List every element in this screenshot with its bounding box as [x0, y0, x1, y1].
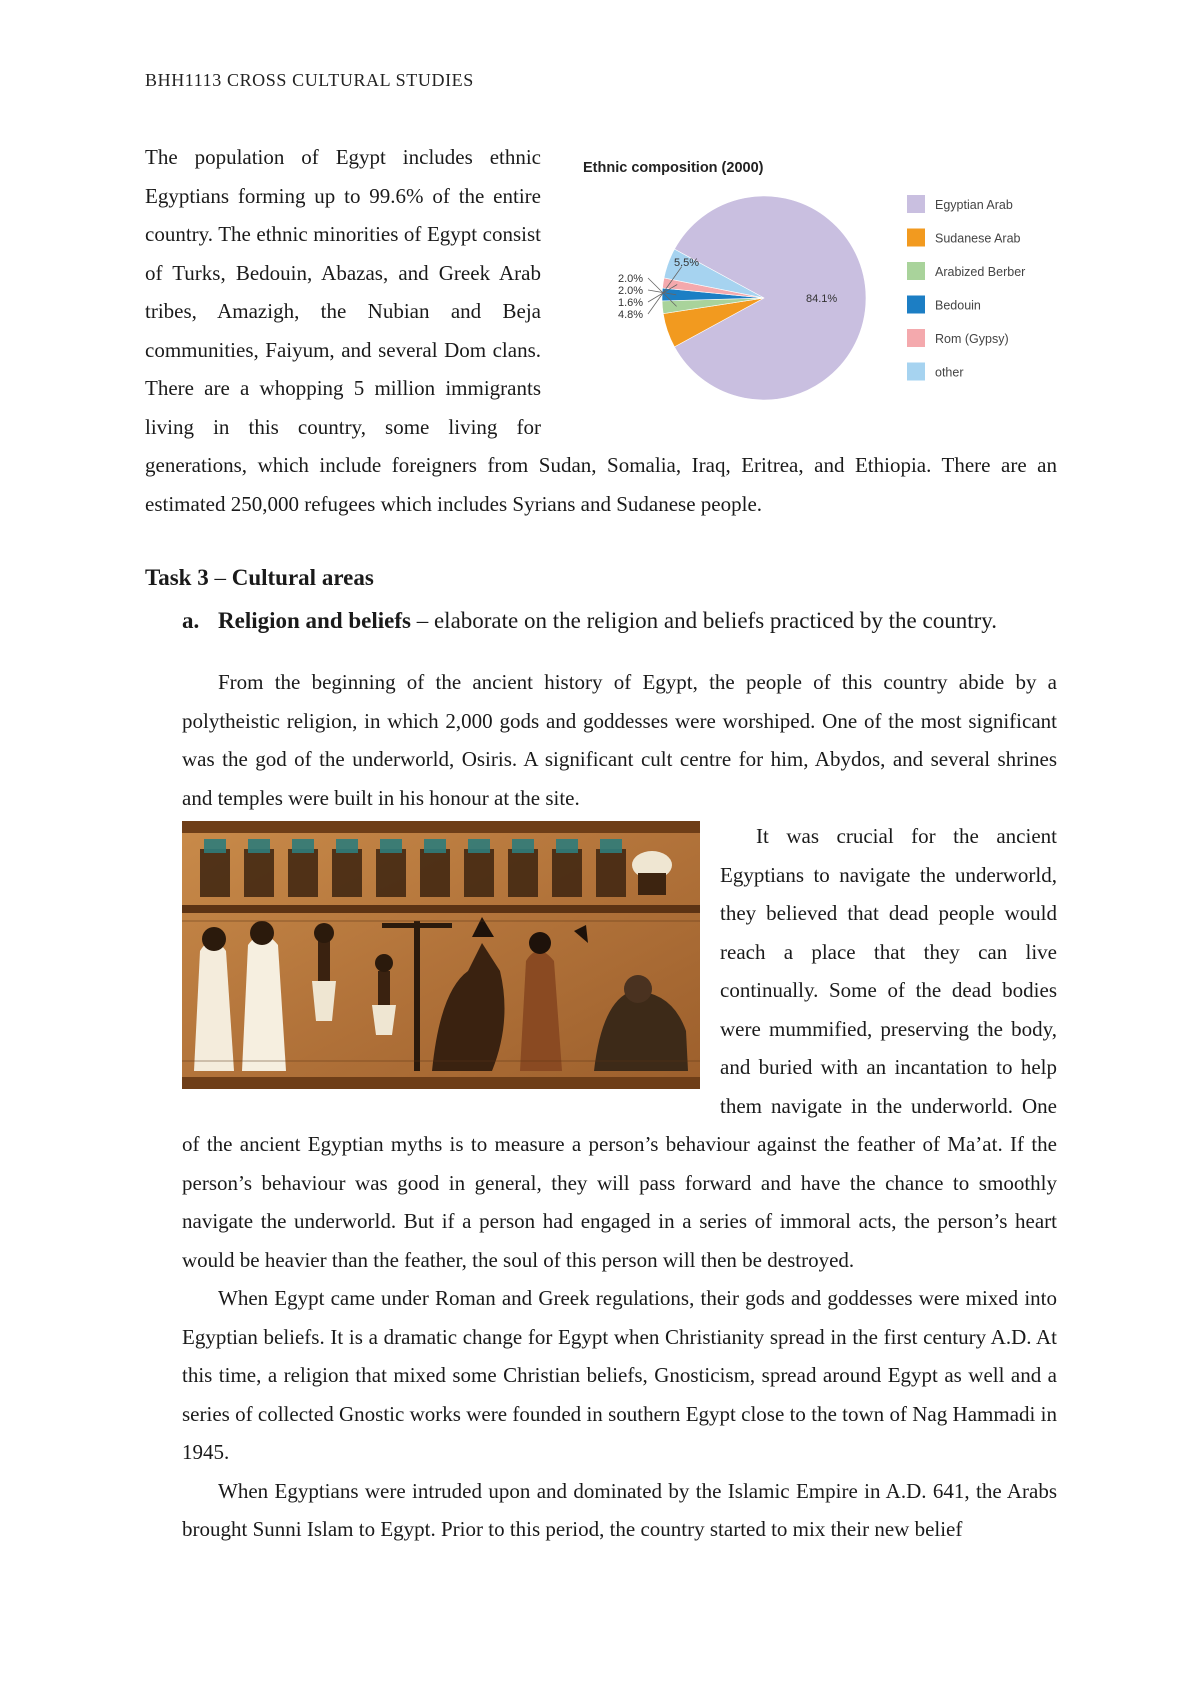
legend-label-5: other — [935, 365, 964, 380]
paragraph-1: From the beginning of the ancient history of Egypt, the people of this country abide by a polytheistic religion, in which 2,000 gods and goddesses were worshiped. One of the most significant was the god of the underworld, Osiris. A significant cult centre for him, Abydos, and several shrines and temples were built in his honour at the site. — [182, 670, 1057, 810]
book-of-the-dead-illustration — [182, 821, 700, 1089]
legend-swatch-4 — [907, 329, 925, 347]
chart-title: Ethnic composition (2000) — [583, 160, 764, 176]
page-header: BHH1113 CROSS CULTURAL STUDIES — [145, 70, 474, 90]
papyrus-image — [182, 821, 700, 1089]
paragraph-3: When Egypt came under Roman and Greek regulations, their gods and goddesses were mixed into Egyptian beliefs. It is a dramatic change for Egypt when Christianity spread in the first century A.D. At this time, a religion that mixed some Christian beliefs, Gnosticism, spread around Egypt as well and a series of collected Gnostic works were founded in southern Egypt close to the town of Nag Hammadi in 1945. — [182, 1286, 1057, 1464]
legend-swatch-3 — [907, 296, 925, 314]
pie-label-0: 84.1% — [806, 293, 838, 305]
pie-label-4: 1.6% — [618, 297, 644, 309]
paragraph-4: When Egyptians were intruded upon and dominated by the Islamic Empire in A.D. 641, the Arabs brought Sunni Islam to Egypt. Prior to this period, the country started to mix their new belief — [182, 1478, 1057, 1541]
legend-label-1: Sudanese Arab — [935, 231, 1021, 246]
paragraph-2: It was crucial for the ancient Egyptians to navigate the underworld, they believed that dead people would reach a place that they can live continually. Some of the dead bodies were mummified, preserving the body, and buried with an incantation to help them navigate in the underworld. One of the ancient Egyptian myths is to measure a person’s behaviour against the feather of Ma’at. If the person’s behaviour was good in general, they will pass forward and have the chance to smoothly navigate the underworld. But if a person had engaged in a series of immoral acts, the person’s heart would be heavier than the feather, the soul of this person will then be destroyed. — [182, 824, 1057, 1272]
intro-section — [145, 138, 1057, 523]
legend-swatch-1 — [907, 229, 925, 247]
pie-label-5: 4.8% — [618, 309, 644, 321]
ethnic-composition-chart — [549, 138, 1071, 420]
pie-label-3: 2.0% — [618, 285, 644, 297]
task-title: Task 3 — [145, 565, 209, 590]
pie-chart-svg — [549, 138, 1071, 420]
legend-label-0: Egyptian Arab — [935, 198, 1013, 212]
subsection-heading — [182, 608, 1082, 634]
legend-swatch-5 — [907, 363, 925, 381]
intro-paragraph: The population of Egypt includes ethnic Egyptians forming up to 99.6% of the entire country. The ethnic minorities of Egypt consist of Turks, Bedouin, Abazas, and Greek Arab tribes, Amazigh, the Nubian and Beja communities, Faiyum, and several Dom clans. There are a whopping 5 million immigrants living in this country, some living for generations, which include foreigners from Sudan, Somalia, Iraq, Eritrea, and Ethiopia. There are an estimated 250,000 refugees which includes Syrians and Sudanese people. — [145, 145, 1057, 516]
subsection-rest: – elaborate on the religion and beliefs practiced by the country. — [416, 608, 998, 633]
religion-section — [182, 663, 1057, 1549]
legend-label-2: Arabized Berber — [935, 265, 1026, 279]
subsection-title: Religion and beliefs — [218, 608, 411, 633]
legend-label-4: Rom (Gypsy) — [935, 332, 1009, 346]
legend-label-3: Bedouin — [935, 298, 981, 313]
pie-label-1: 5.5% — [674, 257, 700, 269]
subsection-marker: a. — [182, 608, 200, 633]
legend-swatch-2 — [907, 262, 925, 280]
task-dash: – — [214, 565, 226, 590]
task-title-rest: Cultural areas — [231, 565, 374, 590]
pie-label-2: 2.0% — [618, 273, 644, 285]
legend-swatch-0 — [907, 195, 925, 213]
task-heading — [145, 565, 374, 591]
